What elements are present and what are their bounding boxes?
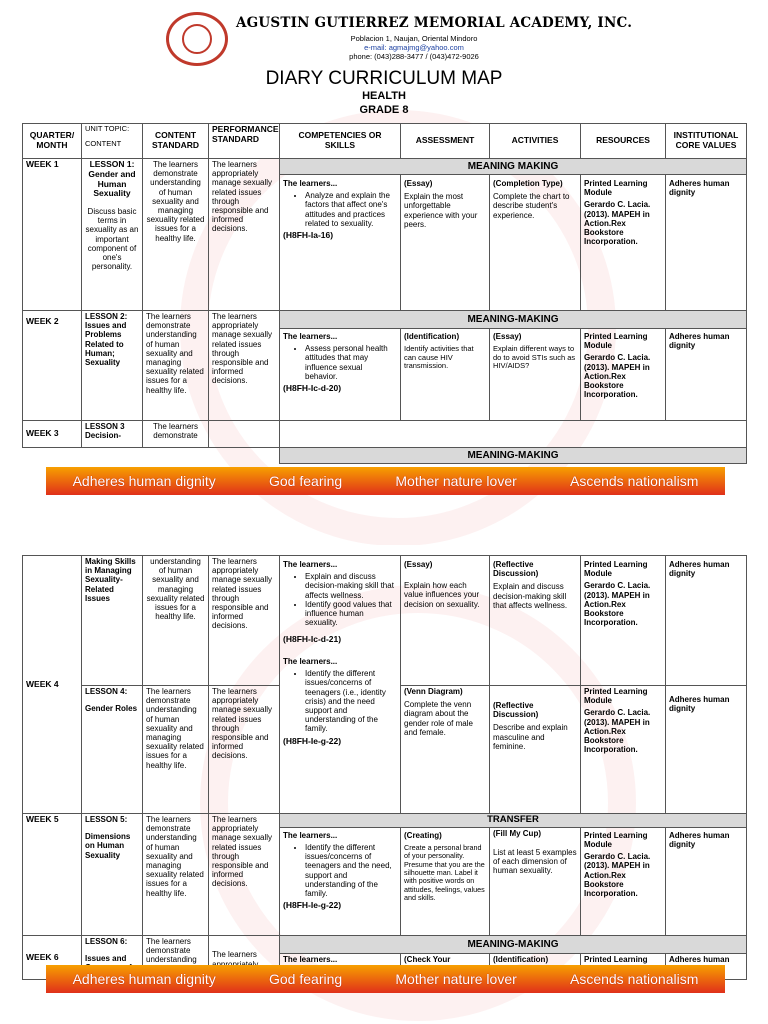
- week-5-activities: [490, 827, 581, 935]
- resource-1: Printed Learning Module: [584, 687, 648, 706]
- week-1-competencies: [280, 175, 401, 311]
- lesson-1-title: LESSON 1: Gender and Human Sexuality: [88, 159, 136, 199]
- header-unit-topic: [82, 124, 143, 159]
- week-1-performance-standard: The learners appropriately manage sexually related issues through responsible and informed decisions.: [209, 159, 280, 311]
- assessment-desc: Explain how each value influences your decision on sexuality.: [404, 581, 480, 609]
- activity-type: (Essay): [493, 332, 522, 341]
- lesson-3-continued: Making Skills in Managing Sexuality-Related Issues: [82, 556, 143, 686]
- learners-label: The learners...: [283, 179, 338, 188]
- competency-item: • Identify the different issues/concerns of teenagers and the need, support and understanding of the family.: [305, 843, 397, 898]
- week-1-core-values: [666, 175, 747, 311]
- page-title: DIARY CURRICULUM MAP: [265, 68, 503, 89]
- week-5-content: [82, 814, 143, 936]
- week-3-performance-standard: [209, 421, 280, 448]
- activity-type: (Completion Type): [493, 179, 563, 188]
- core-value: Adheres human dignity: [669, 179, 730, 198]
- learners-label: The learners...: [283, 560, 338, 569]
- table-row: [23, 935, 747, 953]
- week-4-resources: [581, 686, 666, 814]
- lesson-2-title: LESSON 2: Issues and Problems Related to Human; Sexuality: [82, 311, 143, 421]
- week-2-competencies: [280, 329, 401, 421]
- competency-list: [283, 191, 397, 228]
- week-3-content-standard-rest: understanding of human sexuality and managing sexuality related issues for a healthy life.: [143, 556, 209, 686]
- week-1-activities: [490, 175, 581, 311]
- assessment-type: (Creating): [404, 830, 442, 840]
- competency-list: [283, 344, 397, 381]
- footer-value-1: Adheres human dignity: [72, 971, 216, 987]
- competency-item: • Analyze and explain the factors that affect one's attitudes and practices related to sexuality.: [305, 191, 397, 228]
- document-header: [0, 0, 768, 120]
- page-1: [0, 0, 768, 505]
- page-2: [0, 545, 768, 1024]
- assessment-type: (Identification): [404, 332, 460, 341]
- week-2-assessment: [401, 329, 490, 421]
- activity-desc: Complete the chart to describe student's experience.: [493, 192, 570, 220]
- lesson-6-name: Issues and: [85, 954, 127, 964]
- table-row: [23, 421, 747, 448]
- resource-2: Gerardo C. Lacia. (2013). MAPEH in Action.Rex Bookstore Incorporation.: [584, 708, 651, 755]
- week-4-activities: [490, 686, 581, 814]
- week-6-content-standard: The learners demonstrate understanding: [143, 935, 209, 979]
- lesson-5-name: Dimensions on Human Sexuality: [85, 832, 131, 860]
- table-row: [23, 556, 747, 686]
- week-4-content-standard: The learners demonstrate understanding of human sexuality and managing sexuality related issues for a healthy life.: [143, 686, 209, 814]
- header-performance-standard: PERFORMANCE STANDARD: [209, 124, 280, 159]
- week-3-resources: [581, 556, 666, 686]
- activity-desc: List at least 5 examples of each dimension of human sexuality.: [493, 848, 577, 876]
- header-assessment: ASSESSMENT: [401, 124, 490, 159]
- band-meaning-making: MEANING MAKING: [280, 159, 747, 175]
- activity-desc: Explain and discuss decision-making skill that affects wellness.: [493, 582, 568, 610]
- competency-code: (H8FH-Ie-g-22): [283, 900, 342, 911]
- week-5-competencies: [280, 827, 401, 935]
- week-2-resources: [581, 329, 666, 421]
- week-6-resources: Printed Learning: [581, 953, 666, 979]
- week-2-content-standard: The learners demonstrate understanding of human sexuality and managing sexuality related issues for a healthy life.: [143, 311, 209, 421]
- header-content-standard: CONTENT STANDARD: [143, 124, 209, 159]
- week-3-content-standard: The learners demonstrate: [143, 421, 209, 448]
- assessment-type: (Venn Diagram): [404, 687, 463, 696]
- week-2-performance-standard: The learners appropriately manage sexually related issues through responsible and informed decisions.: [209, 311, 280, 421]
- competency-list: [283, 572, 397, 627]
- core-value: Adheres human dignity: [669, 560, 730, 579]
- week-2-core-values: [666, 329, 747, 421]
- band-meaning-making-4: MEANING-MAKING: [280, 935, 747, 953]
- footer-value-1: Adheres human dignity: [72, 473, 216, 489]
- week-5-resources: [581, 827, 666, 935]
- table-row: [23, 814, 747, 828]
- school-name: AGUSTIN GUTIERREZ MEMORIAL ACADEMY, INC.: [236, 15, 633, 31]
- activity-desc: Explain different ways to do to avoid STIs such as HIV/AIDS?: [493, 344, 576, 371]
- learners-label: The learners...: [283, 830, 338, 840]
- week-5-content-standard: The learners demonstrate understanding of human sexuality and managing sexuality related issues for a healthy life.: [143, 814, 209, 936]
- core-value: Adheres human dignity: [669, 695, 730, 714]
- table-row: [23, 159, 747, 175]
- header-resources: RESOURCES: [581, 124, 666, 159]
- week-4-assessment: [401, 686, 490, 814]
- activity-type: (Reflective Discussion): [493, 560, 539, 579]
- table-row: [23, 311, 747, 329]
- week-5-performance-standard: The learners appropriately manage sexually related issues through responsible and informed decisions.: [209, 814, 280, 936]
- competency-item: • Identify good values that influence human sexuality.: [305, 600, 397, 628]
- week-4-label: WEEK 4: [23, 556, 82, 814]
- table-header-row: [23, 124, 747, 159]
- school-email: e-mail: agmajmg@yahoo.com: [364, 43, 464, 52]
- resource-1: Printed Learning Module: [584, 332, 648, 351]
- week-5-label: WEEK 5: [23, 814, 82, 936]
- lesson-1-desc: Discuss basic terms in sexuality as an important component of one's personality.: [85, 207, 139, 272]
- week-1-resources: [581, 175, 666, 311]
- band-meaning-making-3: MEANING-MAKING: [280, 448, 747, 464]
- activity-type: (Reflective Discussion): [493, 701, 539, 720]
- week-1-assessment: [401, 175, 490, 311]
- lesson-6-title: LESSON 6:: [85, 936, 128, 946]
- footer-value-2: God fearing: [269, 971, 343, 987]
- week-3-core-values: [666, 556, 747, 686]
- resource-2: Gerardo C. Lacia. (2013). MAPEH in Action.Rex Bookstore Incorporation.: [584, 581, 651, 628]
- week-6-competencies: The learners...: [280, 953, 401, 979]
- week-6-label: WEEK 6: [23, 935, 82, 979]
- lesson-4-title: LESSON 4:: [85, 687, 128, 696]
- core-values-footer-2: [46, 965, 725, 993]
- week-3-blank: [280, 421, 747, 448]
- week-5-assessment: [401, 827, 490, 935]
- resource-2: Gerardo C. Lacia. (2013). MAPEH in Action.Rex Bookstore Incorporation.: [584, 200, 651, 247]
- resource-1: Printed Learning Module: [584, 179, 648, 198]
- lesson-4-name: Gender Roles: [85, 704, 138, 714]
- core-values-footer: [46, 467, 725, 495]
- week-3-assessment: [401, 556, 490, 686]
- footer-value-3: Mother nature lover: [395, 473, 517, 489]
- school-address: Poblacion 1, Naujan, Oriental Mindoro: [350, 34, 478, 43]
- assessment-desc: Explain the most unforgettable experience with your peers.: [404, 192, 478, 229]
- table-row: [23, 448, 747, 464]
- activity-desc: Describe and explain masculine and feminine.: [493, 723, 568, 751]
- week-1-content-standard: The learners demonstrate understanding of human sexuality and managing sexuality related issues for a healthy life.: [143, 159, 209, 311]
- curriculum-table: [22, 123, 747, 464]
- assessment-type: (Essay): [404, 179, 433, 188]
- resource-1: Printed Learning Module: [584, 830, 648, 850]
- footer-value-4: Ascends nationalism: [569, 971, 699, 987]
- learners-label: The learners...: [283, 332, 338, 341]
- competency-list: [283, 843, 397, 898]
- week-6-core-values: Adheres human: [666, 953, 747, 979]
- week-3-activities: [490, 556, 581, 686]
- week-4-core-values: [666, 686, 747, 814]
- resource-2: Gerardo C. Lacia. (2013). MAPEH in Action.Rex Bookstore Incorporation.: [584, 353, 651, 400]
- competency-code: (H8FH-Ia-16): [283, 229, 334, 240]
- competency-item: • Explain and discuss decision-making skill that affects wellness.: [305, 572, 397, 600]
- header-unit-topic-label: UNIT TOPIC:: [85, 124, 130, 133]
- week-4-performance-standard: The learners appropriately manage sexually related issues through responsible and informed decisions.: [209, 686, 280, 814]
- week-2-label: WEEK 2: [23, 311, 82, 421]
- header-content-label: CONTENT: [85, 138, 122, 148]
- lesson-5-title: LESSON 5:: [85, 815, 128, 824]
- competency-list: [283, 669, 397, 733]
- core-value: Adheres human dignity: [669, 830, 730, 850]
- competency-code: (H8FH-Ie-g-22): [283, 735, 342, 746]
- week-4-content: [82, 686, 143, 814]
- grade-label: GRADE 8: [359, 104, 409, 116]
- assessment-desc: Complete the venn diagram about the gender role of male and female.: [404, 700, 473, 737]
- school-seal-icon: [166, 12, 228, 66]
- core-value: Adheres human dignity: [669, 332, 730, 351]
- week-2-activities: [490, 329, 581, 421]
- resource-2: Gerardo C. Lacia. (2013). MAPEH in Action.Rex Bookstore Incorporation.: [584, 852, 651, 899]
- activity-type: (Fill My Cup): [493, 828, 541, 838]
- header-activities: ACTIVITIES: [490, 124, 581, 159]
- week-3-performance-standard-rest: The learners appropriately manage sexually related issues through responsible and informed decisions.: [209, 556, 280, 686]
- week-6-assessment: (Check Your: [401, 953, 490, 979]
- week-6-activities: (Identification): [490, 953, 581, 979]
- week-1-content: [82, 159, 143, 311]
- week-3-4-competencies: [280, 556, 401, 814]
- assessment-desc: Create a personal brand of your personality. Presume that you are the silhouette man. Label it with positive words on attitudes, feelings, values and skills.: [404, 843, 485, 902]
- band-spacer: [23, 448, 280, 464]
- assessment-type: (Essay): [404, 560, 433, 569]
- lesson-3-title: LESSON 3 Decision-: [82, 421, 143, 448]
- resource-1: Printed Learning Module: [584, 560, 648, 579]
- assessment-desc: Identify activities that can cause HIV transmission.: [404, 344, 474, 371]
- curriculum-table-continued: [22, 555, 747, 980]
- week-3-label: WEEK 3: [23, 421, 82, 448]
- header-core-values: INSTITUTIONAL CORE VALUES: [666, 124, 747, 159]
- competency-item: • Identify the different issues/concerns of teenagers (i.e., identity crisis) and the need support and understanding of the family.: [305, 669, 397, 733]
- band-transfer: TRANSFER: [280, 814, 747, 828]
- learners-label: The learners...: [283, 657, 338, 667]
- band-meaning-making-2: MEANING-MAKING: [280, 311, 747, 329]
- footer-value-3: Mother nature lover: [395, 971, 517, 987]
- school-phone: phone: (043)288-3477 / (043)472-9026: [349, 52, 479, 61]
- subject-label: HEALTH: [362, 90, 406, 102]
- competency-code: (H8FH-Ic-d-20): [283, 382, 342, 393]
- header-competencies: COMPETENCIES OR SKILLS: [280, 124, 401, 159]
- week-6-performance-standard: The learners: [209, 935, 280, 979]
- competency-code: (H8FH-Ic-d-21): [283, 634, 342, 645]
- header-quarter: QUARTER/ MONTH: [23, 124, 82, 159]
- week-1-label: WEEK 1: [23, 159, 82, 311]
- week-5-core-values: [666, 827, 747, 935]
- competency-item: • Assess personal health attitudes that may influence sexual behavior.: [305, 344, 397, 381]
- footer-value-2: God fearing: [269, 473, 343, 489]
- footer-value-4: Ascends nationalism: [569, 473, 699, 489]
